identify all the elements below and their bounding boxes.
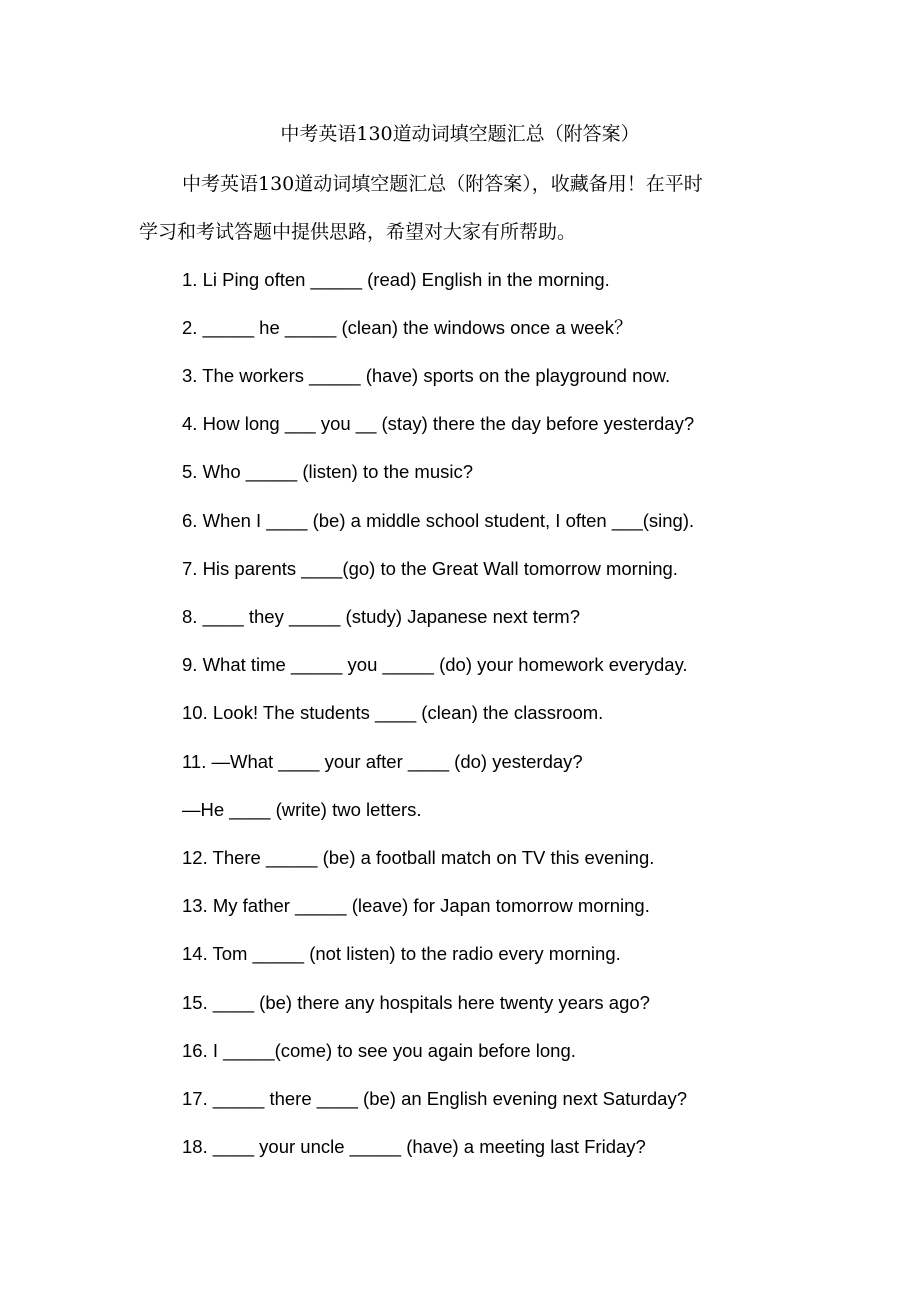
question-14: 14. Tom _____ (not listen) to the radio every morning.: [182, 943, 621, 964]
question-11: 11. —What ____ your after ____ (do) yesterday?: [182, 751, 583, 772]
question-11-answer-line: —He ____ (write) two letters.: [182, 799, 422, 820]
question-4: 4. How long ___ you __ (stay) there the day before yesterday?: [182, 413, 695, 434]
question-16: 16. I _____(come) to see you again before long.: [182, 1040, 576, 1061]
question-12: 12. There _____ (be) a football match on TV this evening.: [182, 847, 655, 868]
question-18: 18. ____ your uncle _____ (have) a meeting last Friday?: [182, 1136, 646, 1157]
question-1: 1. Li Ping often _____ (read) English in the morning.: [182, 269, 610, 290]
question-3: 3. The workers _____ (have) sports on the playground now.: [182, 365, 671, 386]
question-17: 17. _____ there ____ (be) an English evening next Saturday?: [182, 1088, 688, 1109]
question-2: 2. _____ he _____ (clean) the windows once a week？: [182, 317, 633, 338]
document-title: 中考英语130道动词填空题汇总（附答案）: [280, 123, 640, 145]
question-8: 8. ____ they _____ (study) Japanese next term?: [182, 606, 581, 627]
question-10: 10. Look! The students ____ (clean) the classroom.: [182, 702, 604, 723]
question-9: 9. What time _____ you _____ (do) your homework everyday.: [182, 654, 688, 675]
question-6: 6. When I ____ (be) a middle school student, I often ___(sing).: [182, 510, 695, 531]
question-13: 13. My father _____ (leave) for Japan tomorrow morning.: [182, 895, 650, 916]
question-15: 15. ____ (be) there any hospitals here twenty years ago?: [182, 992, 650, 1013]
question-7: 7. His parents ____(go) to the Great Wall tomorrow morning.: [182, 558, 678, 579]
intro-paragraph-line-1: 中考英语130道动词填空题汇总（附答案），收藏备用！在平时: [182, 173, 703, 195]
question-5: 5. Who _____ (listen) to the music?: [182, 461, 474, 482]
intro-paragraph-line-2: 学习和考试答题中提供思路，希望对大家有所帮助。: [139, 221, 577, 243]
